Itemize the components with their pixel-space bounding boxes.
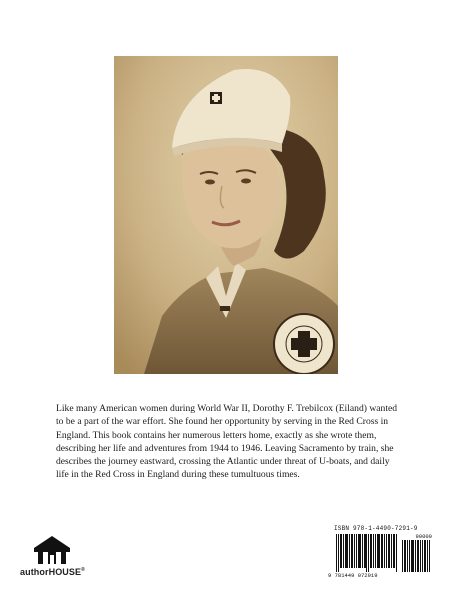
ean-barcode-bars	[336, 534, 398, 572]
isbn-label: ISBN 978-1-4490-7291-9	[334, 525, 418, 532]
trademark-symbol: ®	[81, 567, 85, 573]
price-barcode-bars	[402, 540, 430, 572]
barcode-digits: 9 781449 072919	[328, 572, 378, 579]
book-description: Like many American women during World War II, Dorothy F. Trebilcox (Eiland) wanted to be a part of the war effort. She found her opportunity by serving in the Red Cross in England. This book contains her numerous letters home, exactly as she wrote them, describing her life and adventures from 1944 to 1946. Leaving Sacramento by train, she describes the journey eastward, crossing the Atlantic under threat of U-boats, and daily life in the Red Cross in England during these tumultuous times.	[56, 403, 398, 481]
author-portrait-photo	[114, 56, 338, 374]
publisher-logo	[20, 536, 100, 582]
isbn-barcode	[328, 525, 432, 579]
house-logo-icon	[34, 536, 70, 564]
publisher-name: authorHOUSE	[20, 567, 82, 577]
price-code: 90000	[415, 533, 432, 540]
